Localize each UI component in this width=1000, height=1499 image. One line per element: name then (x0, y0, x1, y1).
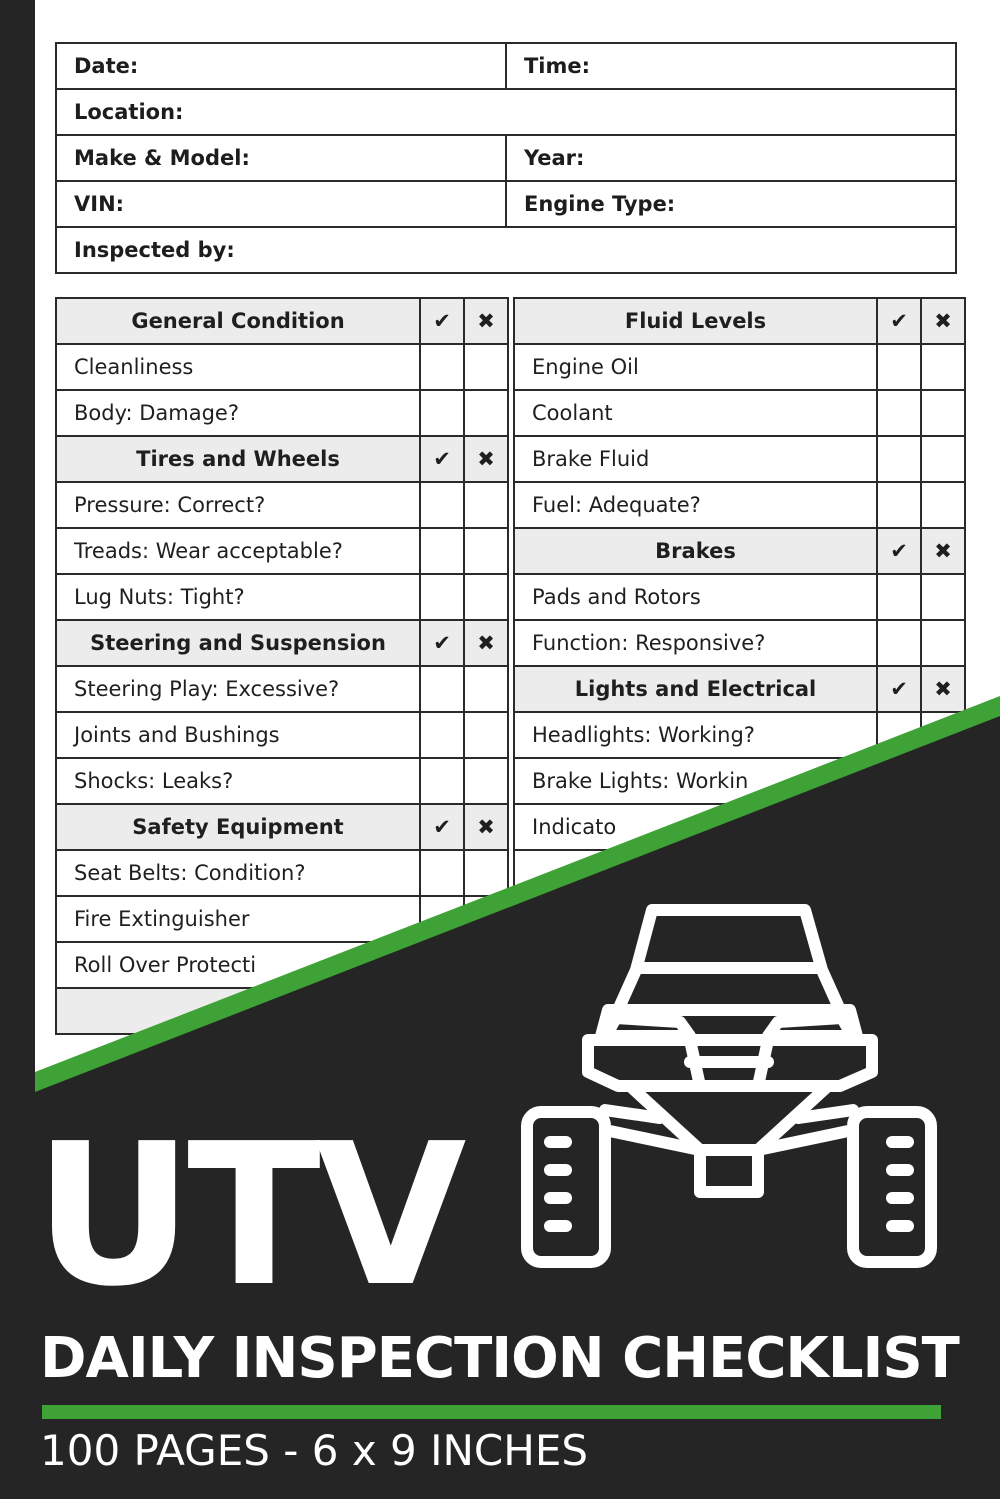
checklist-item: Lug Nuts: Tight? (56, 574, 420, 620)
section-general-condition: General Condition (56, 298, 420, 344)
cross-icon: ✖ (464, 804, 508, 850)
page-count-info: 100 PAGES - 6 x 9 INCHES (40, 1426, 589, 1475)
section-tires-wheels: Tires and Wheels (56, 436, 420, 482)
accent-divider (42, 1405, 941, 1419)
checklist-item: Seat Belts: Condition? (56, 850, 420, 896)
checklist-item: Fire Extinguisher (56, 896, 420, 942)
checklist-item: Pressure: Correct? (56, 482, 420, 528)
year-field: Year: (506, 135, 956, 181)
checklist-item: Indicato (514, 804, 877, 850)
check-icon: ✔ (877, 666, 921, 712)
checklist-item: Pads and Rotors (514, 574, 877, 620)
checklist-item: Engine Oil (514, 344, 877, 390)
checklist-item: Function: Responsive? (514, 620, 877, 666)
cover-subtitle: DAILY INSPECTION CHECKLIST (40, 1326, 959, 1391)
date-field: Date: (56, 43, 506, 89)
section-brakes: Brakes (514, 528, 877, 574)
checklist-item: Body: Damage? (56, 390, 420, 436)
vin-field: VIN: (56, 181, 506, 227)
checklist-item: Shocks: Leaks? (56, 758, 420, 804)
cover-title: UTV (34, 1102, 461, 1330)
checklist-item: Treads: Wear acceptable? (56, 528, 420, 574)
cross-icon: ✖ (921, 666, 965, 712)
section-safety-equipment: Safety Equipment (56, 804, 420, 850)
cross-icon: ✖ (464, 436, 508, 482)
cross-icon: ✖ (464, 298, 508, 344)
cross-icon: ✖ (921, 528, 965, 574)
inspected-by-field: Inspected by: (56, 227, 956, 273)
cover-spine (0, 0, 35, 1499)
time-field: Time: (506, 43, 956, 89)
check-icon: ✔ (420, 436, 464, 482)
checklist-item: Headlights: Working? (514, 712, 877, 758)
checklist-item: Roll Over Protecti (56, 942, 420, 988)
cross-icon: ✖ (921, 298, 965, 344)
check-icon: ✔ (877, 298, 921, 344)
check-icon: ✔ (420, 620, 464, 666)
section-fluid-levels: Fluid Levels (514, 298, 877, 344)
checklist-item: Brake Fluid (514, 436, 877, 482)
make-model-field: Make & Model: (56, 135, 506, 181)
checklist-item: Joints and Bushings (56, 712, 420, 758)
engine-type-field: Engine Type: (506, 181, 956, 227)
checklist-item: Cleanliness (56, 344, 420, 390)
check-icon: ✔ (877, 528, 921, 574)
checklist-item: Brake Lights: Workin (514, 758, 877, 804)
check-icon: ✔ (420, 298, 464, 344)
section-steering-suspension: Steering and Suspension (56, 620, 420, 666)
checklist-item: Fuel: Adequate? (514, 482, 877, 528)
checklist-item: Coolant (514, 390, 877, 436)
location-field: Location: (56, 89, 956, 135)
section-lights-electrical: Lights and Electrical (514, 666, 877, 712)
check-icon: ✔ (420, 804, 464, 850)
cross-icon: ✖ (464, 620, 508, 666)
checklist-item: Steering Play: Excessive? (56, 666, 420, 712)
